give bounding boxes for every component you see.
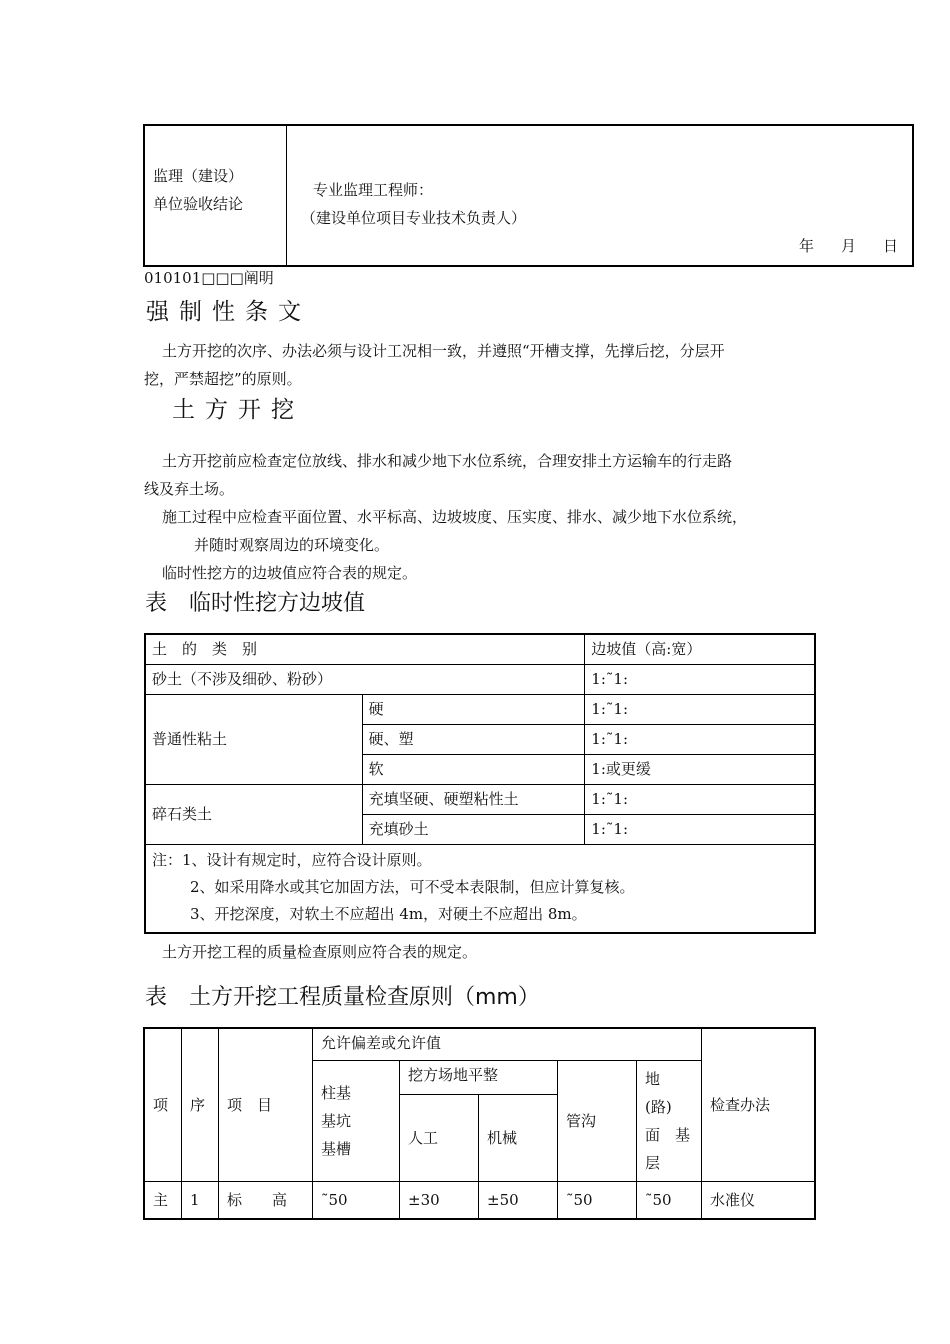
excavation-p1-line2: 线及弃土场。 [144, 480, 235, 498]
slope-clay-hard: 硬 [362, 694, 585, 724]
q-pit-l2: 基坑 [321, 1111, 352, 1130]
q-road-l2: (路) [645, 1097, 672, 1116]
q-col-machine: 机械 [479, 1095, 558, 1181]
doc-code: 010101□□□阐明 [144, 269, 274, 287]
slope-table-title: 表 临时性挖方边坡值 [145, 591, 366, 616]
q-col-item: 项 [144, 1028, 182, 1181]
date-day: 日 [883, 237, 899, 255]
slope-sand: 砂土（不涉及细砂、粉砂） [145, 664, 585, 694]
mandatory-heading: 强制性条文 [146, 299, 311, 325]
q-col-pit [313, 1060, 400, 1181]
q-r1-machine: ±50 [479, 1181, 558, 1219]
q-pit-l1: 柱基 [321, 1083, 352, 1102]
slope-header-soil: 土 的 类 别 [145, 634, 585, 664]
slope-clay-hardplastic: 硬、塑 [362, 724, 585, 754]
owner-rep-label: （建设单位项目专业技术负责人） [301, 209, 527, 227]
date-month: 月 [841, 237, 857, 255]
slope-gravel-sand-value: 1:˜1: [585, 814, 815, 844]
q-col-name: 项 目 [219, 1028, 313, 1181]
slope-note-1: 注：1、设计有规定时，应符合设计原则。 [152, 850, 432, 869]
slope-gravel-sand: 充填砂土 [362, 814, 585, 844]
q-road-l3: 面 基 [645, 1125, 691, 1144]
mandatory-para-line2: 挖，严禁超挖”的原则。 [144, 370, 302, 388]
engineer-label: 专业监理工程师： [313, 181, 434, 199]
q-col-pipe: 管沟 [558, 1060, 637, 1181]
slope-clay-hardplastic-value: 1:˜1: [585, 724, 815, 754]
q-col-seq: 序 [182, 1028, 219, 1181]
slope-clay-soft: 软 [362, 754, 585, 784]
q-road-l1: 地 [645, 1069, 661, 1088]
acceptance-label-line2: 单位验收结论 [153, 195, 244, 213]
q-r1-method: 水准仪 [702, 1181, 816, 1219]
q-allow-header: 允许偏差或允许值 [313, 1028, 702, 1060]
slope-note-3: 3、开挖深度，对软土不应超出 4m，对硬土不应超出 8m。 [190, 904, 587, 923]
quality-table [143, 1027, 816, 1220]
slope-table [144, 633, 816, 934]
slope-note-2: 2、如采用降水或其它加固方法，可不受本表限制，但应计算复核。 [190, 877, 635, 896]
excavation-p1-line1: 土方开挖前应检查定位放线、排水和减少地下水位系统，合理安排土方运输车的行走路 [162, 452, 733, 470]
q-r1-pit: ˜50 [313, 1181, 400, 1219]
q-col-site: 挖方场地平整 [400, 1060, 558, 1095]
q-r1-seq: 1 [182, 1181, 219, 1219]
q-r1-pipe: ˜50 [558, 1181, 637, 1219]
mandatory-para-line1: 土方开挖的次序、办法必须与设计工况相一致，并遵照“开槽支撑，先撑后挖，分层开 [162, 342, 725, 360]
slope-clay: 普通性粘土 [145, 694, 362, 784]
slope-clay-hard-value: 1:˜1: [585, 694, 815, 724]
acceptance-label-cell [144, 125, 287, 266]
q-r1-name: 标 高 [219, 1181, 313, 1219]
slope-header-value: 边坡值（高:宽） [585, 634, 815, 664]
acceptance-content-cell [287, 125, 914, 266]
slope-gravel-clay: 充填坚硬、硬塑粘性土 [362, 784, 585, 814]
date-year: 年 [799, 237, 815, 255]
excavation-p2-line2: 并随时观察周边的环境变化。 [194, 536, 390, 554]
q-r1-item: 主 [144, 1181, 182, 1219]
q-r1-manual: ±30 [400, 1181, 479, 1219]
excavation-p2-line1: 施工过程中应检查平面位置、水平标高、边坡坡度、压实度、排水、减少地下水位系统， [162, 508, 748, 526]
after-slope-text: 土方开挖工程的质量检查原则应符合表的规定。 [162, 943, 478, 961]
quality-table-title: 表 土方开挖工程质量检查原则（mm） [145, 985, 540, 1010]
q-col-road [637, 1060, 702, 1181]
q-col-manual: 人工 [400, 1095, 479, 1181]
acceptance-table [143, 124, 914, 267]
slope-gravel: 碎石类土 [145, 784, 362, 844]
slope-sand-value: 1:˜1: [585, 664, 815, 694]
q-r1-road: ˜50 [637, 1181, 702, 1219]
q-road-l4: 层 [645, 1153, 661, 1172]
q-pit-l3: 基槽 [321, 1139, 352, 1158]
slope-clay-soft-value: 1:或更缓 [585, 754, 815, 784]
slope-gravel-clay-value: 1:˜1: [585, 784, 815, 814]
slope-notes-cell [145, 844, 815, 933]
excavation-p3: 临时性挖方的边坡值应符合表的规定。 [162, 564, 418, 582]
q-col-method: 检查办法 [702, 1028, 816, 1181]
excavation-heading: 土方开挖 [172, 397, 304, 423]
acceptance-label-line1: 监理（建设） [153, 167, 244, 185]
